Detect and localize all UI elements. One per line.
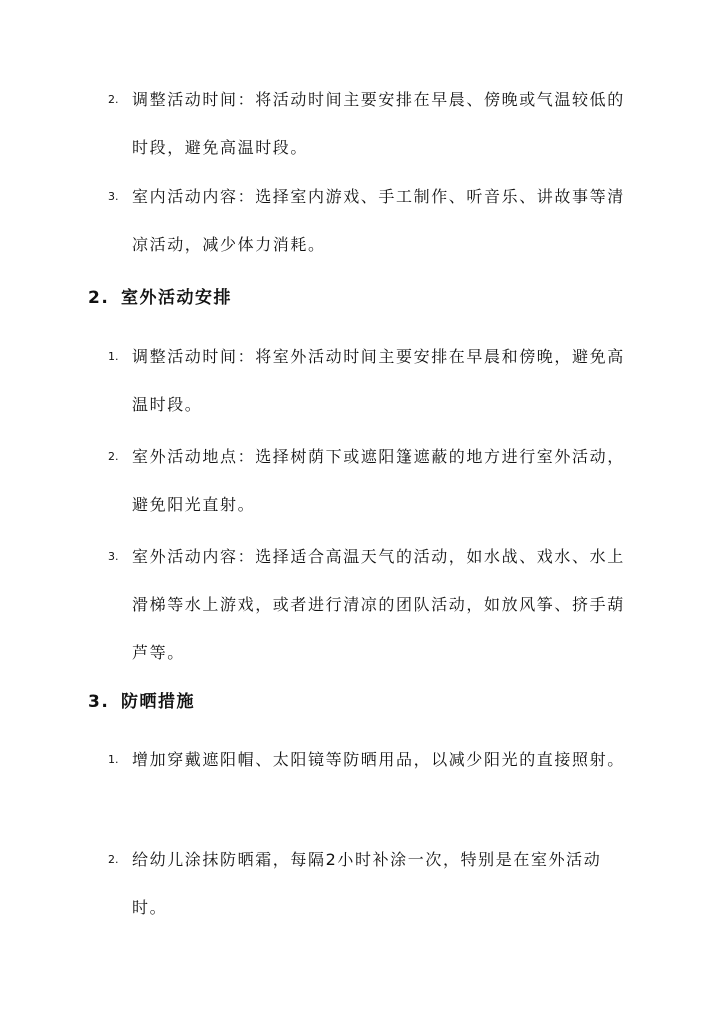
- list-item-text: 室外活动内容：选择适合高温天气的活动，如水战、戏水、水上滑梯等水上游戏，或者进行清凉的团队活动，如放风筝、挤手葫芦等。: [132, 547, 625, 662]
- section-number: 3.: [88, 692, 110, 712]
- list-item-number: 2.: [108, 93, 119, 106]
- list-item: [108, 173, 628, 269]
- list-item: [108, 333, 628, 429]
- list-item-text: 调整活动时间：将室外活动时间主要安排在早晨和傍晚，避免高温时段。: [132, 347, 625, 414]
- list-item: [108, 433, 628, 529]
- list-item: [108, 76, 628, 172]
- list-item-text: 室外活动地点：选择树荫下或遮阳篷遮蔽的地方进行室外活动，避免阳光直射。: [132, 447, 625, 514]
- list-item-number: 2.: [108, 853, 119, 866]
- list-item-number: 1.: [108, 753, 119, 766]
- list-item-number: 1.: [108, 350, 119, 363]
- list-item: [108, 533, 628, 677]
- list-item-text: 增加穿戴遮阳帽、太阳镜等防晒用品，以减少阳光的直接照射。: [132, 750, 625, 769]
- section-title: 室外活动安排: [121, 288, 232, 308]
- list-item: [108, 736, 628, 784]
- list-item-number: 2.: [108, 450, 119, 463]
- section-heading: [88, 690, 195, 714]
- list-item: [108, 836, 628, 932]
- section-number: 2.: [88, 288, 110, 308]
- section-heading: [88, 286, 232, 310]
- list-item-number: 3.: [108, 190, 119, 203]
- list-item-number: 3.: [108, 550, 119, 563]
- list-item-text: 给幼儿涂抹防晒霜，每隔2小时补涂一次，特别是在室外活动时。: [132, 850, 602, 917]
- list-item-text: 室内活动内容：选择室内游戏、手工制作、听音乐、讲故事等清凉活动，减少体力消耗。: [132, 187, 625, 254]
- section-title: 防晒措施: [121, 692, 195, 712]
- list-item-text: 调整活动时间：将活动时间主要安排在早晨、傍晚或气温较低的时段，避免高温时段。: [132, 90, 625, 157]
